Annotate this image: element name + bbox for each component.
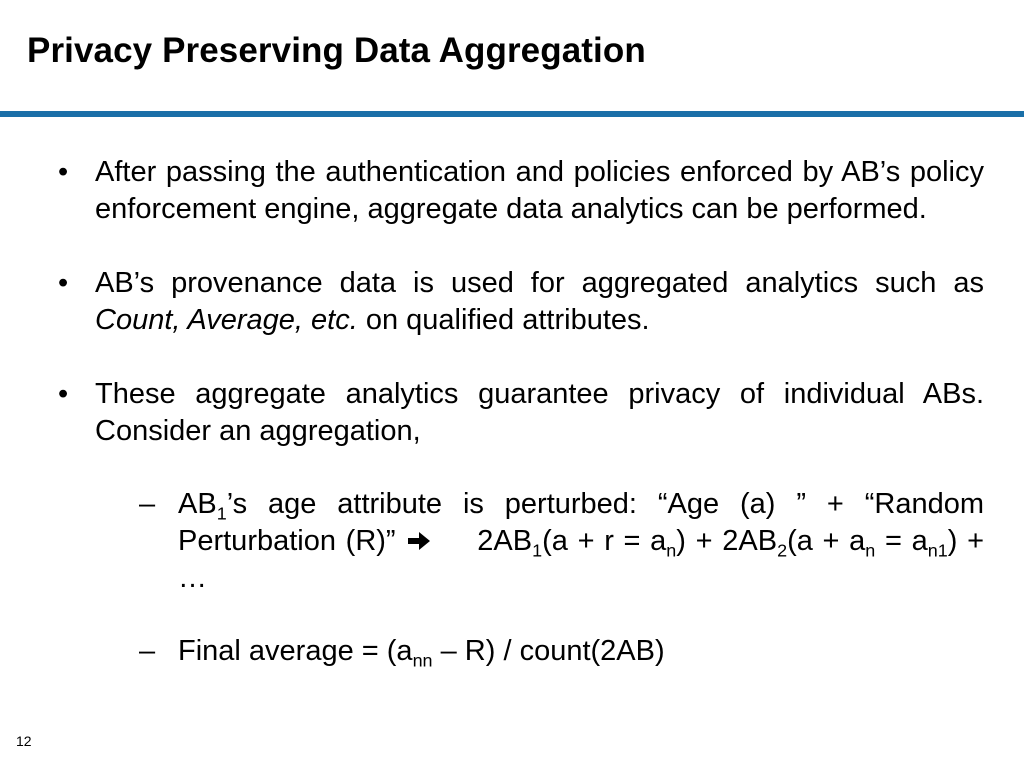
- sub-bullet-item: [58, 486, 984, 597]
- bold-right-arrow-icon: [407, 530, 431, 552]
- sub-bullet-dash: –: [139, 635, 156, 667]
- bullet-dot: •: [58, 156, 69, 188]
- bullet-item: [58, 376, 984, 450]
- formula-text: $AB_1’s$ age attribute is perturbed: “Age (a) ” + “Random Perturbation (R)” $2AB_1(a + r = a_n) + 2AB_2(a + a_n = a_{n1})$ + …: [178, 488, 985, 594]
- bullet-item: [58, 154, 984, 228]
- bullet-text: After passing the authentication and policies enforced by AB’s policy enforcement engine, aggregate data analytics can be performed.: [95, 156, 984, 225]
- bullet-text: AB’s provenance data is used for aggregated analytics such as: [95, 267, 984, 299]
- bullet-text-italic: Count, Average, etc.: [95, 304, 358, 336]
- sub-bullet-item: [58, 633, 984, 670]
- title-divider: [0, 111, 1024, 117]
- formula-text: Final average = $(a_{nn} - R)$ / count(2AB): [178, 635, 665, 671]
- bullet-dot: •: [58, 378, 69, 410]
- page-number: 12: [16, 733, 32, 749]
- slide-title: Privacy Preserving Data Aggregation: [27, 31, 646, 70]
- bullet-dot: •: [58, 267, 69, 299]
- bullet-text: on qualified attributes.: [357, 304, 650, 336]
- slide-body: [58, 154, 984, 670]
- bullet-text: These aggregate analytics guarantee privacy of individual ABs. Consider an aggregation,: [95, 378, 984, 447]
- bullet-item: [58, 265, 984, 339]
- sub-bullet-dash: –: [139, 488, 156, 520]
